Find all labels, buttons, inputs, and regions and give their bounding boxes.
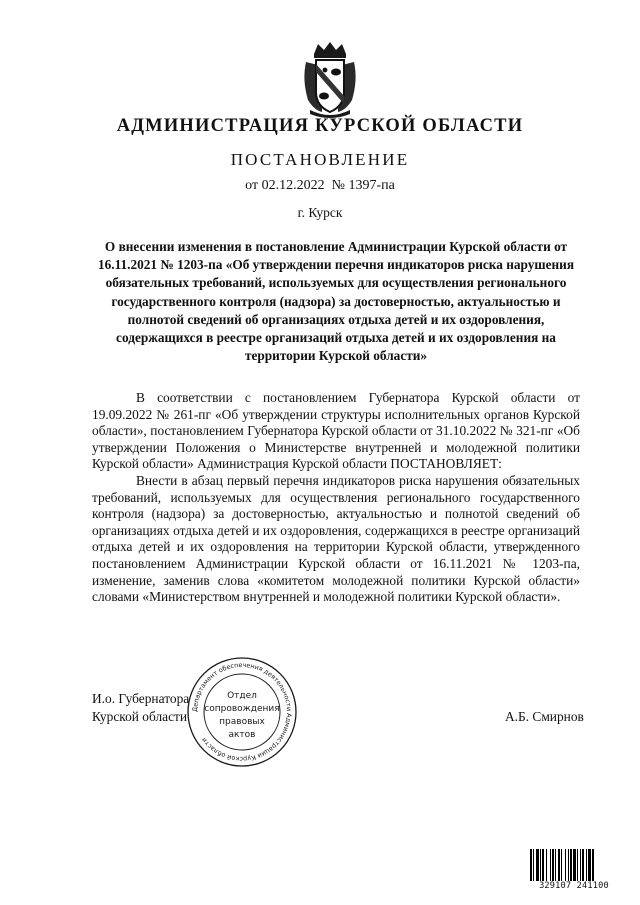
signatory-position-line2: Курской области [92,709,188,724]
stamp-line-3: правовых [219,717,265,727]
signatory-name: А.Б. Смирнов [505,709,584,724]
barcode-bar [561,849,562,883]
barcode-bar [588,849,591,883]
barcode-bar [558,849,560,883]
stamp-ring-text: Департамент обеспечения деятельности Администрации Курской области [190,660,294,764]
document-type: ПОСТАНОВЛЕНИЕ [230,150,410,169]
document-body [92,390,580,606]
stamp-line-1: Отдел [227,691,257,701]
document-title: О внесении изменения в постановление Администрации Курской области от 16.11.2021 № 1203-па «Об утверждении перечня индикаторов риска нарушения обязательных требований, используемых для осуществления регионального государственного контроля (надзора) за достоверностью, актуальностью и полнотой сведений об организациях отдыха детей и их оздоровления, содержащихся в реестре организаций отдыха детей и их оздоровления на территории Курской области» [97,239,575,364]
office-stamp-seal [186,656,298,768]
barcode-bar [577,849,578,883]
barcode-bar [582,849,584,883]
authority-name: АДМИНИСТРАЦИЯ КУРСКОЙ ОБЛАСТИ [116,116,524,136]
barcode-bar [573,849,576,883]
signatory-position [92,690,189,726]
document-city: г. Курск [297,205,343,220]
stamp-line-2: сопровождения [204,704,280,714]
barcode-bar [536,849,539,883]
barcode-bar [592,849,594,883]
barcode-bar [586,849,587,883]
barcode-bar [565,849,566,883]
barcode-bar [550,849,551,883]
barcode-bar [530,849,532,883]
body-paragraph-2: Внести в абзац первый перечня индикаторов риска нарушения обязательных требований, используемых для осуществления регионального государственного контроля (надзора) за достоверностью, актуальностью и полнотой сведений об организациях отдыха детей и их оздоровления, содержащихся в реестре организаций отдыха детей и их оздоровления на территории Курской области, утвержденного постановлением Администрации Курской области от 16.11.2021 № 1203-па, изменение, заменив слова «комитетом молодежной политики Курской области» словами «Министерством внутренней и молодежной политики Курской области». [92,472,580,605]
kursk-coat-of-arms-icon [300,40,360,118]
barcode-bar [580,849,581,883]
barcode-bar [542,849,544,883]
signatory-position-line1: И.о. Губернатора [92,691,190,706]
body-paragraph-1: В соответствии с постановлением Губернатора Курской области от 19.09.2022 № 261-пг «Об утверждении структуры исполнительных органов Курской области», постановлением Губернатора Курской области от 31.10.2022 № 321-пг «Об утверждении Положения о Министерстве внутренней и молодежной политики Курской области» Администрация Курской области ПОСТАНОВЛЯЕТ: [92,390,580,472]
document-barcode [529,849,619,895]
barcode-bar [533,849,534,883]
barcode-number: 329107 241100 [529,881,619,892]
barcode-bar [540,849,541,883]
barcode-bar [546,849,547,883]
barcode-bars [529,849,619,883]
barcode-bar [555,849,556,883]
document-number: от 02.12.2022 № 1397-па [245,178,395,193]
barcode-bar [568,849,569,883]
stamp-line-4: актов [228,730,256,740]
barcode-bar [570,849,572,883]
barcode-bar [552,849,554,883]
